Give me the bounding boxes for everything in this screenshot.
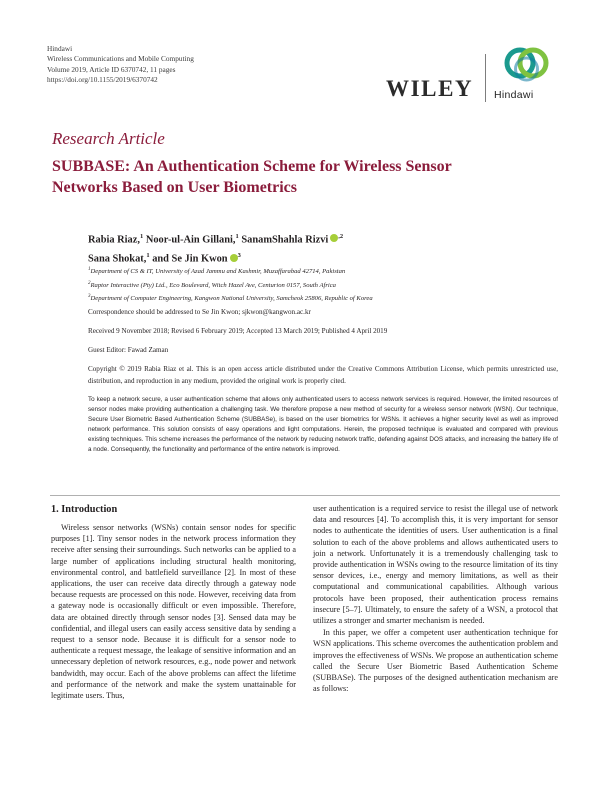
paragraph: Wireless sensor networks (WSNs) contain sensor nodes for specific purposes [1]. Tiny sensor nodes in the network process information they receive after sensing their surroundings. Such networks can be applied to a large number of applications including structural health monitoring, environmental control, and battlefield surveillance [2]. In most of these applications, the user can receive data directly through a gateway node because requests are processed on this node. However, receiving data from a gateway node is occasionally difficult or even impossible. Therefore, data are obtained directly through sensor nodes [3]. Sensed data may be confidential, and illegal users can easily access sensitive data by sending a request to a sensor node. Because it is difficult for a sensor node to authenticate a request message, the leakage of sensitive information and an unnecessary depletion of network resources, e.g., node power and network bandwidth, may occur. Each of the above problems can affect the lifetime and performance of the network and make the system unattainable for legitimate users. Thus, xyxy=(51,523,296,701)
correspondence: Correspondence should be addressed to Se Jin Kwon; sjkwon@kangwon.ac.kr xyxy=(88,308,311,316)
journal-volume: Volume 2019, Article ID 6370742, 11 pages xyxy=(47,64,176,74)
paragraph: user authentication is a required service to resist the illegal use of network data and resources [4]. To accomplish this, it is very important for sensor nodes to authenticate the identities of users. User authentication is a final solution to each of the above problems and allows authenticated users to join a network. Unfortunately it is a tremendously challenging task to provide authentication in WSNs owing to the resource limitation of its tiny sensor devices, i.e., energy and memory limitations, as well as their computational and communicational capabilities. Although various protocols have been proposed, their authentication process remains insecure [5–7]. Ultimately, to ensure the safety of a WSN, a protocol that utilizes a stronger and smarter mechanism is needed. xyxy=(313,504,558,626)
affiliation-text: Department of CS & IT, University of Azad Jammu and Kashmir, Muzaffarabad 42714, Pakistan xyxy=(90,268,346,276)
author-affiliation-mark: 1 xyxy=(146,252,150,260)
author-name: Noor-ul-Ain Gillani, xyxy=(145,234,236,246)
affiliation-number: 2 xyxy=(88,280,91,286)
affiliation-text: Raptor Interactive (Pty) Ltd., Eco Boulevard, Witch Hazel Ave, Centurion 0157, South Africa xyxy=(90,281,336,289)
journal-info xyxy=(47,44,194,86)
affiliation-number: 3 xyxy=(88,294,91,300)
abstract: To keep a network secure, a user authentication scheme that allows only authenticated users to access network services is required. However, the limited resources of sensor nodes make providing authentication a challenging task. We therefore propose a new method of security for a wireless sensor network (WSN). Our technique, Secure User Biometric Based Authentication Scheme (SUBBASe), is based on the user biometrics for WSNs. It achieves a higher security level as well as improved network performance. This solution consists of easy operations and light computations. Herein, the proposed technique is evaluated and compared with previous existing techniques. This scheme increases the performance of the network by reducing network traffic, defending against DOS attacks, and increasing the battery life of a node. Consequently, the functionality and performance of the entire network is improved. xyxy=(88,396,558,453)
paragraph: In this paper, we offer a competent user authentication technique for WSN applications. This scheme overcomes the authentication problem and improves the effectiveness of WSNs. We propose an authentication scheme called the Secure User Biometric Based Authentication Scheme (SUBBASe). The purposes of the designed authentication mechanism are as follows: xyxy=(313,628,558,694)
author-name: and Se Jin Kwon xyxy=(152,253,228,265)
journal-doi-link[interactable]: https://doi.org/10.1155/2019/6370742 xyxy=(47,75,158,85)
affiliation-item xyxy=(88,291,558,305)
affiliation-text: Department of Computer Engineering, Kangwon National University, Samcheok 25806, Republic of Korea xyxy=(90,295,373,303)
affiliation-number: 1 xyxy=(88,267,91,272)
article-type: Research Article xyxy=(52,129,165,148)
journal-publisher: Hindawi xyxy=(47,44,73,53)
guest-editor: Guest Editor: Fawad Zaman xyxy=(88,346,169,354)
section-heading: 1. Introduction xyxy=(51,504,118,515)
author-affiliation-mark: 1 xyxy=(139,233,144,240)
author-name: SanamShahla Rizvi xyxy=(241,234,329,246)
copyright-notice: Copyright © 2019 Rabia Riaz et al. This is an open access article distributed under the Creative Commons Attribution License, which permits unrestricted use, distribution, and reproduction in any medium, provided the original work is properly cited. xyxy=(88,365,558,385)
orcid-icon[interactable] xyxy=(230,254,238,262)
body-column-left xyxy=(51,522,296,702)
affiliation-item xyxy=(88,278,558,292)
author-affiliation-mark: 3 xyxy=(237,252,241,260)
author-affiliation-mark: 1 xyxy=(235,233,239,240)
body-column-right xyxy=(313,503,558,695)
author-name: Sana Shokat, xyxy=(88,253,147,265)
publication-dates: Received 9 November 2018; Revised 6 February 2019; Accepted 13 March 2019; Published 4 April 2019 xyxy=(88,327,388,335)
author-list xyxy=(88,229,418,268)
affiliations xyxy=(88,264,558,305)
wiley-logo: WILEY xyxy=(386,76,474,101)
section-divider xyxy=(50,495,560,496)
hindawi-wordmark: Hindawi xyxy=(494,89,534,101)
author-affiliation-mark: ,2 xyxy=(338,233,344,240)
author-name: Rabia Riaz, xyxy=(88,234,140,246)
article-title: SUBBASE: An Authentication Scheme for Wireless Sensor Networks Based on User Biometrics xyxy=(52,158,452,196)
affiliation-item xyxy=(88,264,558,278)
hindawi-logo-icon xyxy=(497,44,557,88)
logo-divider xyxy=(485,54,486,102)
journal-name: Wireless Communications and Mobile Computing xyxy=(47,54,194,64)
